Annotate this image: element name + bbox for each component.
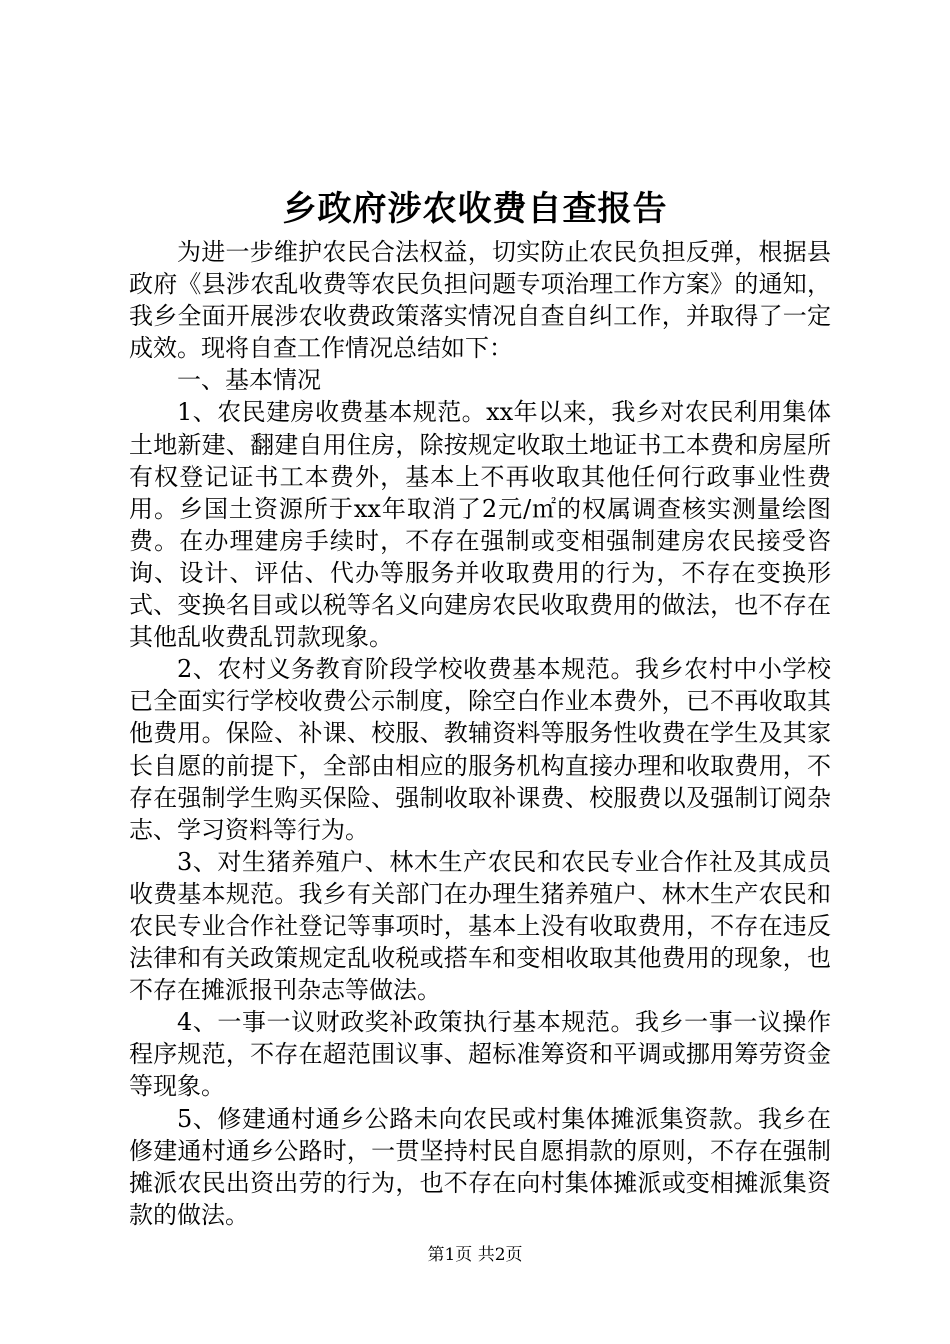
paragraph-item-2: 2、农村义务教育阶段学校收费基本规范。我乡农村中小学校已全面实行学校收费公示制度，除空白作业本费外，已不再收取其他费用。保险、补课、校服、教辅资料等服务性收费在学生及其家长自愿的前提下，全部由相应的服务机构直接办理和收取费用，不存在强制学生购买保险、强制收取补课费、校服费以及强制订阅杂志、学习资料等行为。 xyxy=(129,655,831,844)
intro-paragraph: 为进一步维护农民合法权益，切实防止农民负担反弹，根据县政府《县涉农乱收费等农民负担问题专项治理工作方案》的通知，我乡全面开展涉农收费政策落实情况自查自纠工作，并取得了一定成效。现将自查工作情况总结如下： xyxy=(129,238,831,363)
paragraph-item-4: 4、一事一议财政奖补政策执行基本规范。我乡一事一议操作程序规范，不存在超范围议事、超标准筹资和平调或挪用筹劳资金等现象。 xyxy=(129,1008,831,1101)
paragraph-item-1: 1、农民建房收费基本规范。xx年以来，我乡对农民利用集体土地新建、翻建自用住房，除按规定收取土地证书工本费和房屋所有权登记证书工本费外，基本上不再收取其他任何行政事业性费用。乡国土资源所于xx年取消了2元/㎡的权属调查核实测量绘图费。在办理建房手续时，不存在强制或变相强制建房农民接受咨询、设计、评估、代办等服务并收取费用的行为，不存在变换形式、变换名目或以税等名义向建房农民收取费用的做法，也不存在其他乱收费乱罚款现象。 xyxy=(129,398,831,652)
document-body xyxy=(129,236,831,1231)
section-heading-basic-situation: 一、基本情况 xyxy=(177,366,321,395)
page-number-footer: 第1页 共2页 xyxy=(427,1245,523,1265)
document-title: 乡政府涉农收费自查报告 xyxy=(282,189,668,229)
paragraph-item-5: 5、修建通村通乡公路未向农民或村集体摊派集资款。我乡在修建通村通乡公路时，一贯坚持村民自愿捐款的原则，不存在强制摊派农民出资出劳的行为，也不存在向村集体摊派或变相摊派集资款的做法。 xyxy=(129,1104,831,1229)
paragraph-item-3: 3、对生猪养殖户、林木生产农民和农民专业合作社及其成员收费基本规范。我乡有关部门在办理生猪养殖户、林木生产农民和农民专业合作社登记等事项时，基本上没有收取费用，不存在违反法律和有关政策规定乱收税或搭车和变相收取其他费用的现象，也不存在摊派报刊杂志等做法。 xyxy=(129,847,831,1005)
